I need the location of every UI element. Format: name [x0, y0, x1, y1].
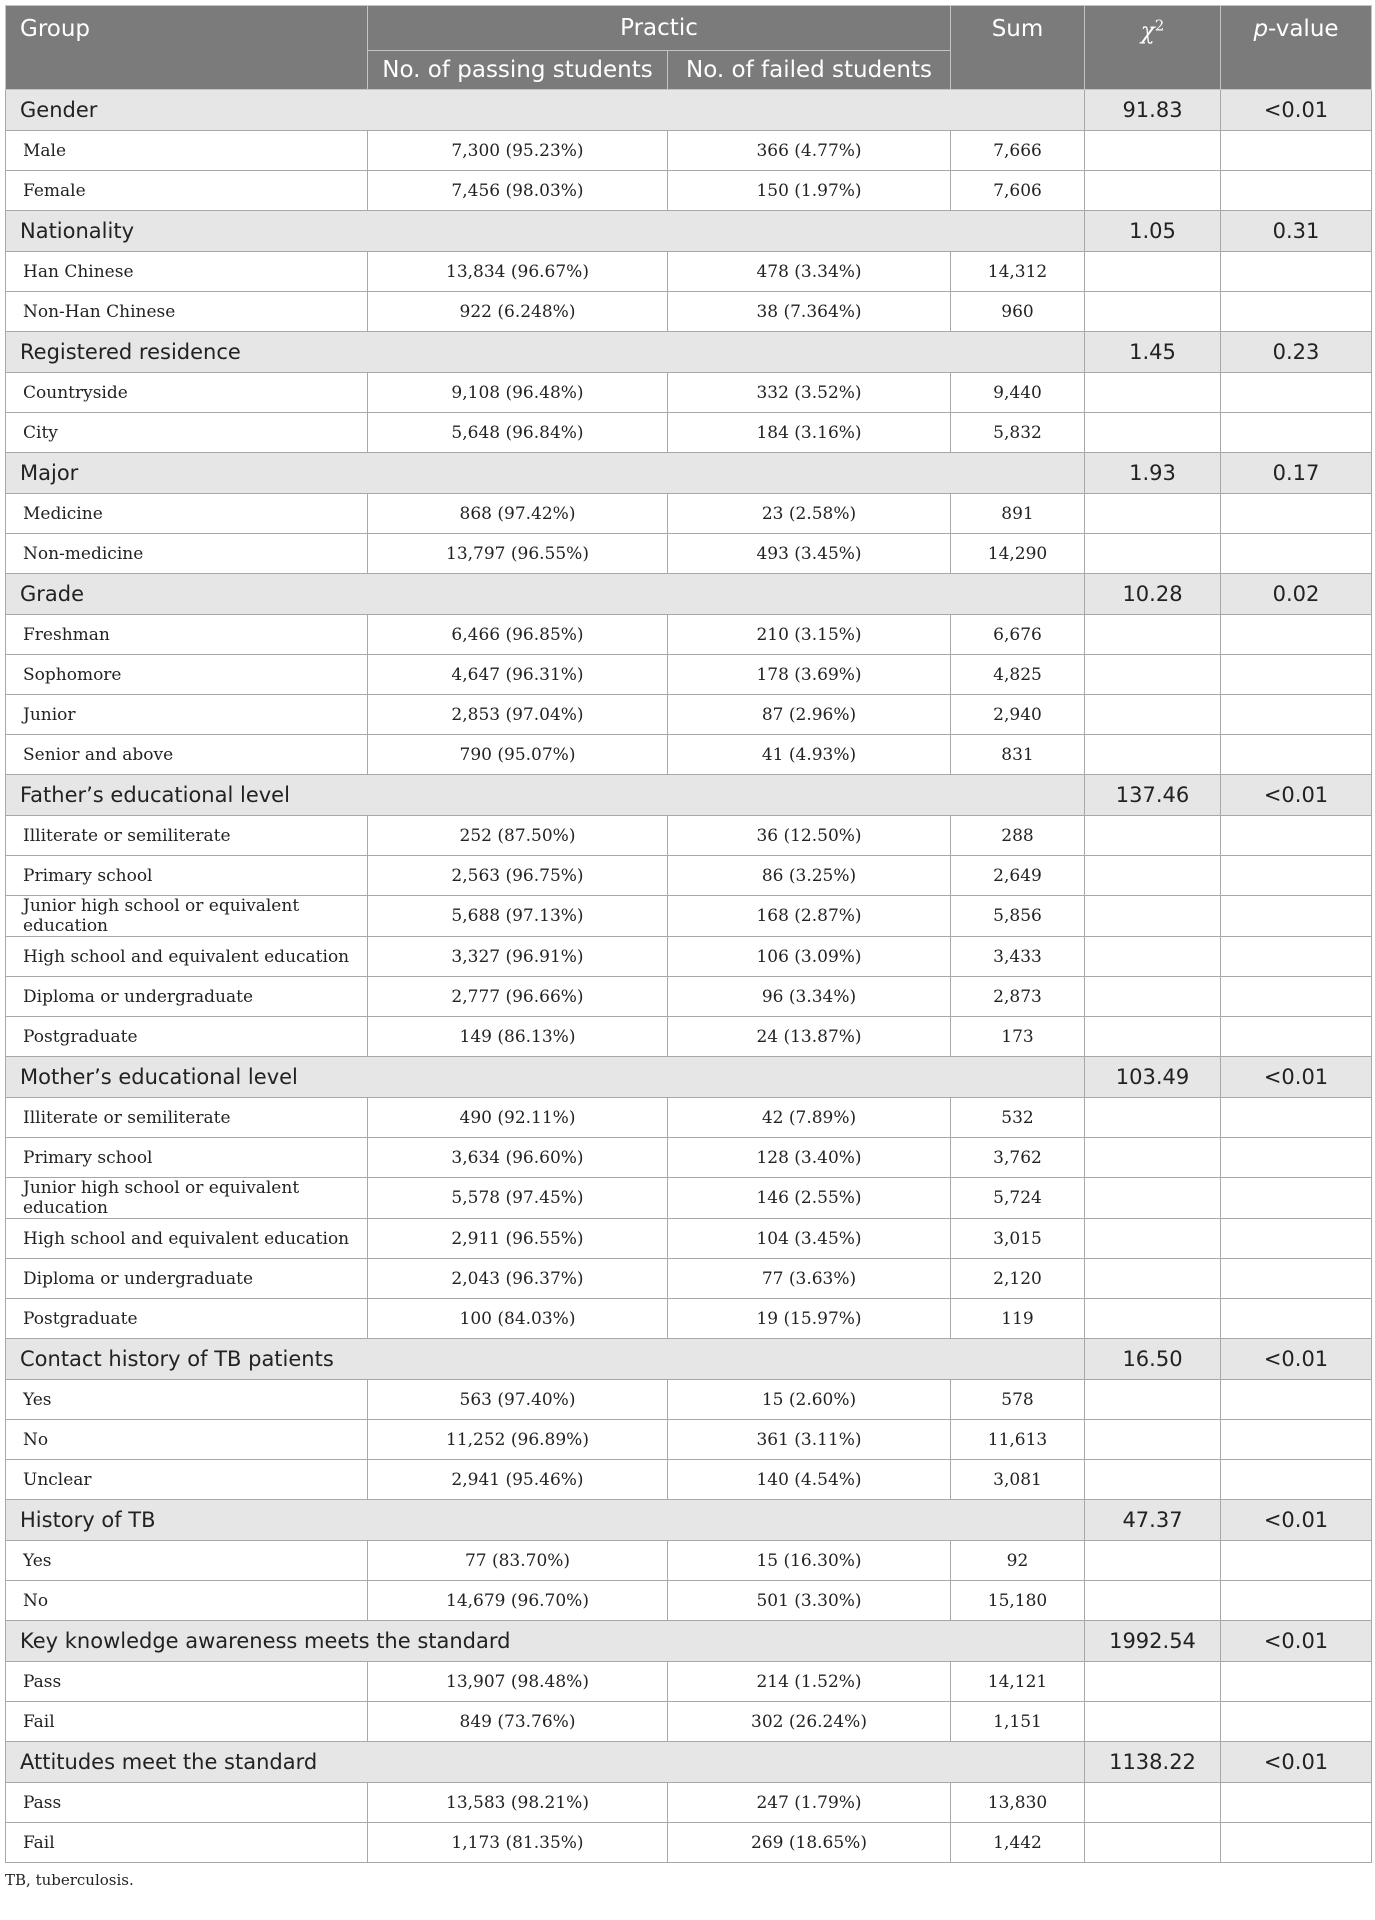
table-row: [6, 1299, 1372, 1339]
row-chi-square-empty: [1085, 615, 1221, 655]
row-sum: 14,290: [951, 534, 1085, 574]
table-header: [6, 6, 1372, 90]
section-chi-square: 137.46: [1085, 775, 1221, 816]
row-failed: 96 (3.34%): [668, 977, 951, 1017]
row-chi-square-empty: [1085, 655, 1221, 695]
row-sum: 2,873: [951, 977, 1085, 1017]
section-p-value: 0.17: [1221, 453, 1372, 494]
row-failed: 146 (2.55%): [668, 1178, 951, 1219]
row-p-value-empty: [1221, 413, 1372, 453]
row-passing: 252 (87.50%): [368, 816, 668, 856]
section-title: Attitudes meet the standard: [6, 1742, 1085, 1783]
row-label: No: [6, 1581, 368, 1621]
row-passing: 14,679 (96.70%): [368, 1581, 668, 1621]
row-p-value-empty: [1221, 1420, 1372, 1460]
row-sum: 891: [951, 494, 1085, 534]
row-p-value-empty: [1221, 1581, 1372, 1621]
section-p-value: <0.01: [1221, 1500, 1372, 1541]
row-p-value-empty: [1221, 292, 1372, 332]
row-passing: 6,466 (96.85%): [368, 615, 668, 655]
section-row: [6, 453, 1372, 494]
section-chi-square: 91.83: [1085, 90, 1221, 131]
table-row: [6, 1581, 1372, 1621]
results-table-container: [5, 5, 1371, 1889]
table-row: [6, 937, 1372, 977]
row-label: Female: [6, 171, 368, 211]
row-sum: 1,442: [951, 1823, 1085, 1863]
row-passing: 100 (84.03%): [368, 1299, 668, 1339]
row-chi-square-empty: [1085, 1259, 1221, 1299]
row-sum: 2,120: [951, 1259, 1085, 1299]
table-row: [6, 1138, 1372, 1178]
row-sum: 15,180: [951, 1581, 1085, 1621]
row-passing: 5,688 (97.13%): [368, 896, 668, 937]
row-passing: 9,108 (96.48%): [368, 373, 668, 413]
row-sum: 5,832: [951, 413, 1085, 453]
row-passing: 922 (6.248%): [368, 292, 668, 332]
row-chi-square-empty: [1085, 1541, 1221, 1581]
section-chi-square: 10.28: [1085, 574, 1221, 615]
row-label: High school and equivalent education: [6, 937, 368, 977]
row-failed: 478 (3.34%): [668, 252, 951, 292]
table-row: [6, 413, 1372, 453]
table-row: [6, 1823, 1372, 1863]
row-p-value-empty: [1221, 1702, 1372, 1742]
table-row: [6, 655, 1372, 695]
row-p-value-empty: [1221, 171, 1372, 211]
section-row: [6, 1057, 1372, 1098]
row-chi-square-empty: [1085, 1098, 1221, 1138]
row-chi-square-empty: [1085, 856, 1221, 896]
row-passing: 2,853 (97.04%): [368, 695, 668, 735]
header-p-value: [1221, 6, 1372, 90]
row-p-value-empty: [1221, 816, 1372, 856]
section-chi-square: 1.05: [1085, 211, 1221, 252]
row-passing: 7,456 (98.03%): [368, 171, 668, 211]
row-label: Junior: [6, 695, 368, 735]
table-row: [6, 292, 1372, 332]
row-label: Male: [6, 131, 368, 171]
row-p-value-empty: [1221, 695, 1372, 735]
row-chi-square-empty: [1085, 1460, 1221, 1500]
row-failed: 501 (3.30%): [668, 1581, 951, 1621]
table-row: [6, 816, 1372, 856]
row-failed: 210 (3.15%): [668, 615, 951, 655]
row-failed: 302 (26.24%): [668, 1702, 951, 1742]
row-failed: 106 (3.09%): [668, 937, 951, 977]
table-row: [6, 1380, 1372, 1420]
row-failed: 87 (2.96%): [668, 695, 951, 735]
table-row: [6, 1662, 1372, 1702]
row-passing: 2,043 (96.37%): [368, 1259, 668, 1299]
row-sum: 3,762: [951, 1138, 1085, 1178]
row-chi-square-empty: [1085, 816, 1221, 856]
row-chi-square-empty: [1085, 977, 1221, 1017]
row-chi-square-empty: [1085, 1380, 1221, 1420]
row-passing: 2,941 (95.46%): [368, 1460, 668, 1500]
row-sum: 11,613: [951, 1420, 1085, 1460]
row-sum: 119: [951, 1299, 1085, 1339]
row-sum: 578: [951, 1380, 1085, 1420]
row-label: Non-Han Chinese: [6, 292, 368, 332]
section-p-value: <0.01: [1221, 1339, 1372, 1380]
section-p-value: <0.01: [1221, 1057, 1372, 1098]
row-sum: 3,015: [951, 1219, 1085, 1259]
row-label: Junior high school or equivalent education: [6, 1178, 368, 1219]
row-failed: 128 (3.40%): [668, 1138, 951, 1178]
results-table: [5, 5, 1372, 1863]
row-chi-square-empty: [1085, 695, 1221, 735]
row-passing: 149 (86.13%): [368, 1017, 668, 1057]
row-sum: 13,830: [951, 1783, 1085, 1823]
section-row: [6, 1621, 1372, 1662]
row-label: Primary school: [6, 1138, 368, 1178]
row-label: Postgraduate: [6, 1017, 368, 1057]
row-p-value-empty: [1221, 655, 1372, 695]
row-p-value-empty: [1221, 131, 1372, 171]
header-group: Group: [6, 6, 368, 90]
header-passing: No. of passing students: [368, 51, 668, 90]
row-label: Yes: [6, 1541, 368, 1581]
section-p-value: 0.31: [1221, 211, 1372, 252]
row-p-value-empty: [1221, 1259, 1372, 1299]
row-failed: 214 (1.52%): [668, 1662, 951, 1702]
section-row: [6, 574, 1372, 615]
row-label: Medicine: [6, 494, 368, 534]
row-failed: 19 (15.97%): [668, 1299, 951, 1339]
table-row: [6, 171, 1372, 211]
row-failed: 361 (3.11%): [668, 1420, 951, 1460]
table-row: [6, 1259, 1372, 1299]
row-sum: 831: [951, 735, 1085, 775]
row-sum: 7,666: [951, 131, 1085, 171]
row-passing: 2,777 (96.66%): [368, 977, 668, 1017]
table-row: [6, 1017, 1372, 1057]
chi-power: 2: [1154, 16, 1165, 34]
table-row: [6, 695, 1372, 735]
section-title: Mother’s educational level: [6, 1057, 1085, 1098]
row-chi-square-empty: [1085, 1581, 1221, 1621]
row-p-value-empty: [1221, 896, 1372, 937]
row-chi-square-empty: [1085, 1823, 1221, 1863]
row-failed: 366 (4.77%): [668, 131, 951, 171]
row-label: Han Chinese: [6, 252, 368, 292]
table-row: [6, 1420, 1372, 1460]
row-passing: 3,634 (96.60%): [368, 1138, 668, 1178]
row-p-value-empty: [1221, 1783, 1372, 1823]
row-sum: 5,856: [951, 896, 1085, 937]
row-chi-square-empty: [1085, 1178, 1221, 1219]
row-chi-square-empty: [1085, 171, 1221, 211]
row-passing: 13,834 (96.67%): [368, 252, 668, 292]
row-chi-square-empty: [1085, 373, 1221, 413]
row-passing: 13,797 (96.55%): [368, 534, 668, 574]
row-passing: 2,563 (96.75%): [368, 856, 668, 896]
footnote: TB, tuberculosis.: [5, 1871, 134, 1889]
row-sum: 3,433: [951, 937, 1085, 977]
row-sum: 532: [951, 1098, 1085, 1138]
row-p-value-empty: [1221, 1460, 1372, 1500]
row-failed: 150 (1.97%): [668, 171, 951, 211]
row-label: High school and equivalent education: [6, 1219, 368, 1259]
row-failed: 86 (3.25%): [668, 856, 951, 896]
row-passing: 13,583 (98.21%): [368, 1783, 668, 1823]
section-chi-square: 1992.54: [1085, 1621, 1221, 1662]
table-row: [6, 735, 1372, 775]
row-label: Primary school: [6, 856, 368, 896]
section-title: Father’s educational level: [6, 775, 1085, 816]
row-sum: 14,312: [951, 252, 1085, 292]
row-failed: 24 (13.87%): [668, 1017, 951, 1057]
row-sum: 2,940: [951, 695, 1085, 735]
row-label: Junior high school or equivalent education: [6, 896, 368, 937]
row-sum: 173: [951, 1017, 1085, 1057]
table-row: [6, 494, 1372, 534]
table-row: [6, 896, 1372, 937]
row-chi-square-empty: [1085, 252, 1221, 292]
table-row: [6, 534, 1372, 574]
row-p-value-empty: [1221, 1017, 1372, 1057]
row-chi-square-empty: [1085, 494, 1221, 534]
section-title: Grade: [6, 574, 1085, 615]
section-chi-square: 47.37: [1085, 1500, 1221, 1541]
section-row: [6, 775, 1372, 816]
row-sum: 92: [951, 1541, 1085, 1581]
row-p-value-empty: [1221, 1138, 1372, 1178]
row-failed: 178 (3.69%): [668, 655, 951, 695]
row-p-value-empty: [1221, 1299, 1372, 1339]
section-chi-square: 1.45: [1085, 332, 1221, 373]
row-passing: 868 (97.42%): [368, 494, 668, 534]
row-label: Countryside: [6, 373, 368, 413]
section-row: [6, 211, 1372, 252]
section-chi-square: 1.93: [1085, 453, 1221, 494]
section-title: Major: [6, 453, 1085, 494]
row-p-value-empty: [1221, 534, 1372, 574]
row-passing: 490 (92.11%): [368, 1098, 668, 1138]
section-row: [6, 1339, 1372, 1380]
row-passing: 790 (95.07%): [368, 735, 668, 775]
row-label: Fail: [6, 1702, 368, 1742]
section-chi-square: 1138.22: [1085, 1742, 1221, 1783]
row-label: Pass: [6, 1662, 368, 1702]
row-failed: 184 (3.16%): [668, 413, 951, 453]
row-chi-square-empty: [1085, 1783, 1221, 1823]
header-practice: Practic: [368, 6, 951, 51]
row-label: Senior and above: [6, 735, 368, 775]
row-label: Freshman: [6, 615, 368, 655]
row-failed: 38 (7.364%): [668, 292, 951, 332]
row-p-value-empty: [1221, 856, 1372, 896]
table-row: [6, 1219, 1372, 1259]
row-chi-square-empty: [1085, 1299, 1221, 1339]
row-failed: 36 (12.50%): [668, 816, 951, 856]
row-passing: 1,173 (81.35%): [368, 1823, 668, 1863]
row-sum: 960: [951, 292, 1085, 332]
row-p-value-empty: [1221, 735, 1372, 775]
row-passing: 2,911 (96.55%): [368, 1219, 668, 1259]
row-p-value-empty: [1221, 373, 1372, 413]
row-passing: 13,907 (98.48%): [368, 1662, 668, 1702]
row-chi-square-empty: [1085, 896, 1221, 937]
row-chi-square-empty: [1085, 735, 1221, 775]
table-row: [6, 856, 1372, 896]
row-passing: 77 (83.70%): [368, 1541, 668, 1581]
row-passing: 11,252 (96.89%): [368, 1420, 668, 1460]
table-row: [6, 1098, 1372, 1138]
row-p-value-empty: [1221, 1662, 1372, 1702]
row-p-value-empty: [1221, 1380, 1372, 1420]
table-row: [6, 1702, 1372, 1742]
row-p-value-empty: [1221, 1098, 1372, 1138]
table-row: [6, 1178, 1372, 1219]
section-chi-square: 16.50: [1085, 1339, 1221, 1380]
row-chi-square-empty: [1085, 1420, 1221, 1460]
row-sum: 5,724: [951, 1178, 1085, 1219]
table-row: [6, 1541, 1372, 1581]
row-label: Non-medicine: [6, 534, 368, 574]
row-chi-square-empty: [1085, 131, 1221, 171]
row-p-value-empty: [1221, 252, 1372, 292]
table-row: [6, 1460, 1372, 1500]
section-title: History of TB: [6, 1500, 1085, 1541]
row-failed: 15 (16.30%): [668, 1541, 951, 1581]
row-chi-square-empty: [1085, 292, 1221, 332]
row-chi-square-empty: [1085, 1017, 1221, 1057]
section-p-value: <0.01: [1221, 1621, 1372, 1662]
row-label: Diploma or undergraduate: [6, 1259, 368, 1299]
table-row: [6, 252, 1372, 292]
row-sum: 3,081: [951, 1460, 1085, 1500]
row-failed: 269 (18.65%): [668, 1823, 951, 1863]
row-passing: 4,647 (96.31%): [368, 655, 668, 695]
row-p-value-empty: [1221, 1219, 1372, 1259]
section-p-value: <0.01: [1221, 1742, 1372, 1783]
row-label: Sophomore: [6, 655, 368, 695]
section-title: Registered residence: [6, 332, 1085, 373]
section-p-value: 0.02: [1221, 574, 1372, 615]
header-failed: No. of failed students: [668, 51, 951, 90]
row-chi-square-empty: [1085, 1662, 1221, 1702]
row-failed: 247 (1.79%): [668, 1783, 951, 1823]
row-chi-square-empty: [1085, 1138, 1221, 1178]
section-p-value: 0.23: [1221, 332, 1372, 373]
header-sum: Sum: [951, 6, 1085, 90]
row-failed: 42 (7.89%): [668, 1098, 951, 1138]
table-row: [6, 131, 1372, 171]
row-sum: 288: [951, 816, 1085, 856]
table-body: [6, 90, 1372, 1863]
section-row: [6, 1742, 1372, 1783]
row-failed: 41 (4.93%): [668, 735, 951, 775]
section-title: Nationality: [6, 211, 1085, 252]
row-failed: 23 (2.58%): [668, 494, 951, 534]
row-failed: 332 (3.52%): [668, 373, 951, 413]
row-label: Fail: [6, 1823, 368, 1863]
section-p-value: <0.01: [1221, 90, 1372, 131]
row-label: Postgraduate: [6, 1299, 368, 1339]
row-label: Yes: [6, 1380, 368, 1420]
row-failed: 104 (3.45%): [668, 1219, 951, 1259]
row-label: No: [6, 1420, 368, 1460]
row-p-value-empty: [1221, 1178, 1372, 1219]
row-label: City: [6, 413, 368, 453]
row-passing: 3,327 (96.91%): [368, 937, 668, 977]
row-failed: 168 (2.87%): [668, 896, 951, 937]
p-rest: -value: [1268, 16, 1339, 42]
row-chi-square-empty: [1085, 413, 1221, 453]
row-p-value-empty: [1221, 1823, 1372, 1863]
row-failed: 493 (3.45%): [668, 534, 951, 574]
row-passing: 5,648 (96.84%): [368, 413, 668, 453]
row-p-value-empty: [1221, 977, 1372, 1017]
row-label: Diploma or undergraduate: [6, 977, 368, 1017]
row-p-value-empty: [1221, 937, 1372, 977]
row-sum: 1,151: [951, 1702, 1085, 1742]
row-chi-square-empty: [1085, 1702, 1221, 1742]
row-label: Illiterate or semiliterate: [6, 1098, 368, 1138]
row-sum: 2,649: [951, 856, 1085, 896]
section-row: [6, 1500, 1372, 1541]
row-failed: 15 (2.60%): [668, 1380, 951, 1420]
p-italic: p: [1253, 16, 1269, 42]
row-sum: 14,121: [951, 1662, 1085, 1702]
section-chi-square: 103.49: [1085, 1057, 1221, 1098]
row-label: Pass: [6, 1783, 368, 1823]
row-sum: 4,825: [951, 655, 1085, 695]
row-chi-square-empty: [1085, 534, 1221, 574]
section-row: [6, 332, 1372, 373]
chi-symbol: χ: [1140, 18, 1155, 45]
row-passing: 563 (97.40%): [368, 1380, 668, 1420]
table-row: [6, 977, 1372, 1017]
section-title: Gender: [6, 90, 1085, 131]
row-p-value-empty: [1221, 1541, 1372, 1581]
section-row: [6, 90, 1372, 131]
row-chi-square-empty: [1085, 1219, 1221, 1259]
section-p-value: <0.01: [1221, 775, 1372, 816]
row-chi-square-empty: [1085, 937, 1221, 977]
table-row: [6, 373, 1372, 413]
header-chi-square: [1085, 6, 1221, 90]
row-sum: 9,440: [951, 373, 1085, 413]
row-p-value-empty: [1221, 494, 1372, 534]
row-p-value-empty: [1221, 615, 1372, 655]
section-title: Contact history of TB patients: [6, 1339, 1085, 1380]
row-sum: 7,606: [951, 171, 1085, 211]
table-row: [6, 1783, 1372, 1823]
row-passing: 7,300 (95.23%): [368, 131, 668, 171]
row-label: Unclear: [6, 1460, 368, 1500]
row-failed: 77 (3.63%): [668, 1259, 951, 1299]
row-passing: 5,578 (97.45%): [368, 1178, 668, 1219]
row-sum: 6,676: [951, 615, 1085, 655]
table-row: [6, 615, 1372, 655]
section-title: Key knowledge awareness meets the standard: [6, 1621, 1085, 1662]
row-passing: 849 (73.76%): [368, 1702, 668, 1742]
row-failed: 140 (4.54%): [668, 1460, 951, 1500]
row-label: Illiterate or semiliterate: [6, 816, 368, 856]
